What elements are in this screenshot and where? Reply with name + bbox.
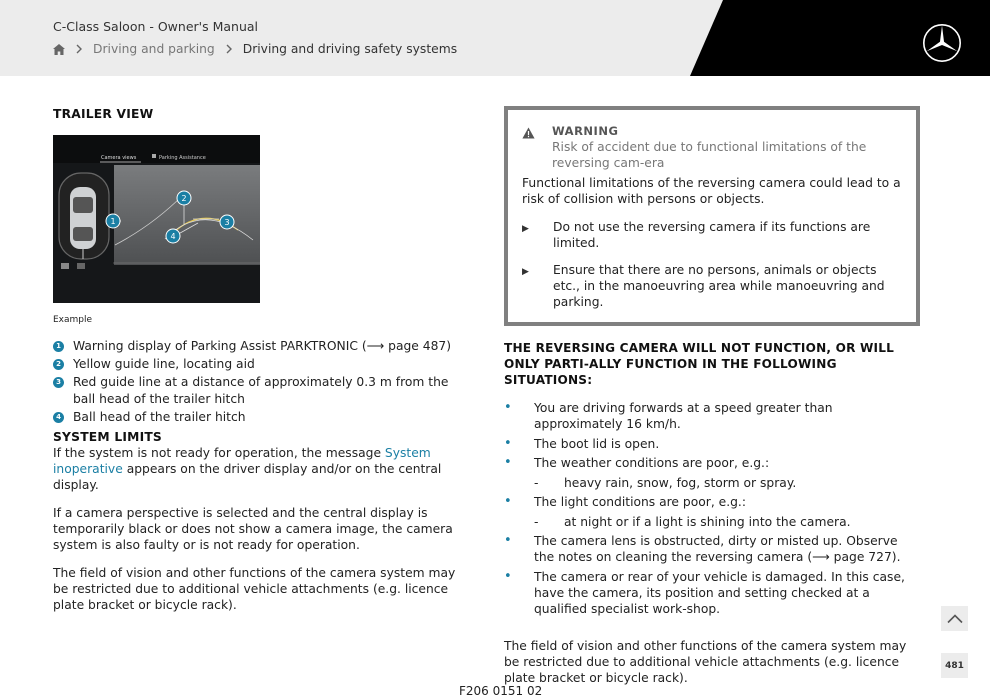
- trailer-view-heading: TRAILER VIEW: [53, 107, 154, 121]
- bullet-icon: [504, 455, 534, 471]
- left-column: [53, 106, 473, 613]
- warning-subtitle: Risk of accident due to functional limitations of the reversing cam-era: [552, 140, 867, 170]
- trailer-view-example-image: [53, 135, 260, 303]
- right-column: [504, 106, 920, 686]
- legend-text: Yellow guide line, locating aid: [73, 357, 255, 371]
- legend-item: [53, 374, 473, 407]
- home-icon[interactable]: [53, 44, 65, 55]
- number-badge: 3: [53, 377, 64, 388]
- svg-text:3: 3: [224, 218, 230, 227]
- breadcrumb-link-driving-and-parking[interactable]: Driving and parking: [93, 42, 215, 56]
- image-badge-1: [106, 214, 120, 228]
- list-item: [504, 455, 920, 471]
- image-badge-3: [220, 215, 234, 229]
- list-item-text: The camera or rear of your vehicle is damaged. In this case, have the camera, its position and setting checked at a qualified specialist work-shop.: [534, 569, 905, 616]
- bullet-icon: [504, 569, 534, 617]
- image-caption: Example: [53, 315, 93, 325]
- doc-title: C-Class Saloon - Owner's Manual: [53, 19, 258, 34]
- legend-text: Ball head of the trailer hitch: [73, 409, 246, 424]
- list-item-text: The camera lens is obstructed, dirty or misted up. Observe the notes on cleaning the reversing camera (⟶ page 727).: [534, 534, 901, 564]
- legend-list: [53, 338, 473, 425]
- page-number-button[interactable]: 481: [941, 653, 968, 678]
- svg-text:2: 2: [181, 194, 187, 203]
- triangle-right-icon: ▶: [522, 224, 529, 234]
- legend-text: Warning display of Parking Assist PARKTRONIC (⟶ page 487): [73, 339, 452, 353]
- breadcrumb-current: Driving and driving safety systems: [242, 42, 458, 56]
- sub-list-item: [504, 475, 920, 491]
- camera-limitations-heading: THE REVERSING CAMERA WILL NOT FUNCTION, OR WILL ONLY PARTI-ALLY FUNCTION IN THE FOLLOWING SITUATIONS:: [504, 341, 895, 387]
- list-item: [504, 533, 920, 565]
- dash-icon: -: [534, 475, 539, 490]
- image-badge-2: [177, 191, 191, 205]
- warning-box: [504, 106, 920, 326]
- mercedes-star-logo-icon: [922, 23, 962, 63]
- legend-item: [53, 338, 473, 355]
- system-limits-paragraph-2: If a camera perspective is selected and the central display is temporarily black or does not show a camera image, the camera system is also faulty or is not ready for operation.: [53, 506, 453, 552]
- triangle-right-icon: ▶: [522, 267, 529, 277]
- list-item-text: Do not use the reversing camera if its functions are limited.: [553, 220, 871, 250]
- warning-action-list: [522, 219, 902, 310]
- warning-title: WARNING: [552, 124, 619, 138]
- list-item: [504, 436, 920, 452]
- system-limits-paragraph-1: [53, 445, 473, 493]
- list-item-text: Ensure that there are no persons, animals or objects etc., in the manoeuvring area while manoeuvring and parking.: [553, 263, 885, 309]
- warning-text: Functional limitations of the reversing camera could lead to a risk of collision with persons or objects.: [522, 176, 901, 206]
- bullet-icon: [504, 494, 534, 510]
- chevron-right-icon: [65, 44, 93, 54]
- scroll-to-top-button[interactable]: [941, 606, 968, 631]
- sub-list-item: [504, 514, 920, 530]
- legend-item: [53, 356, 473, 373]
- list-item: [504, 400, 920, 432]
- number-badge: 2: [53, 359, 64, 370]
- dash-icon: -: [534, 514, 539, 529]
- number-badge: 4: [53, 412, 64, 423]
- breadcrumb: [53, 42, 457, 56]
- sub-item-text: at night or if a light is shining into the camera.: [564, 514, 851, 529]
- bullet-icon: [504, 400, 534, 432]
- paragraph-text: If the system is not ready for operation, the message: [53, 446, 385, 460]
- document-code: F206 0151 02: [459, 684, 543, 698]
- svg-text:4: 4: [170, 232, 176, 241]
- svg-text:1: 1: [110, 217, 116, 226]
- system-limits-heading: SYSTEM LIMITS: [53, 430, 162, 444]
- legend-item: [53, 409, 473, 426]
- list-item-text: The light conditions are poor, e.g.:: [534, 495, 746, 509]
- chevron-up-icon: [947, 614, 963, 624]
- list-item: [504, 494, 920, 510]
- legend-text: Red guide line at a distance of approximately 0.3 m from the ball head of the trailer hitch: [73, 375, 449, 406]
- list-item: [522, 219, 902, 251]
- sub-item-text: heavy rain, snow, fog, storm or spray.: [564, 475, 797, 490]
- bullet-icon: [504, 533, 534, 565]
- chevron-right-icon: [215, 44, 243, 54]
- list-item-text: The boot lid is open.: [534, 436, 660, 451]
- paragraph-text: appears on the driver display and/or on the central display.: [53, 462, 442, 492]
- list-item-text: The weather conditions are poor, e.g.:: [534, 456, 770, 470]
- header: [0, 0, 990, 76]
- warning-header: [522, 124, 902, 171]
- system-limits-paragraph-3: The field of vision and other functions of the camera system may be restricted due to additional vehicle attachments (e.g. licence plate bracket or bicycle rack).: [53, 566, 456, 612]
- system-inoperative-message: System inoperative: [53, 446, 431, 476]
- list-item: [522, 262, 902, 310]
- image-tab-camera-views: Camera views: [101, 155, 137, 161]
- warning-triangle-icon: [522, 124, 552, 171]
- image-tab-parking-assistance: Parking Assistance: [159, 155, 206, 161]
- field-of-vision-paragraph: The field of vision and other functions of the camera system may be restricted due to additional vehicle attachments (e.g. licence plate bracket or bicycle rack).: [504, 638, 907, 685]
- list-item-text: You are driving forwards at a speed greater than approximately 16 km/h.: [534, 401, 833, 431]
- bullet-icon: [504, 436, 534, 452]
- list-item: [504, 569, 920, 617]
- limitations-list: [504, 400, 920, 617]
- image-badge-4: [166, 229, 180, 243]
- number-badge: 1: [53, 341, 64, 352]
